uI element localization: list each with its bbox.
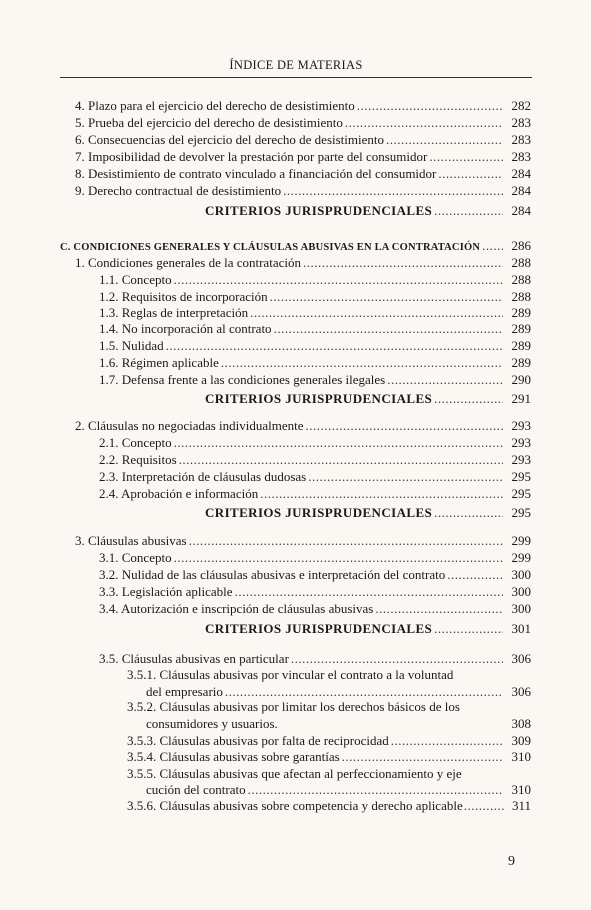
toc-entry-page: 306 <box>511 651 531 666</box>
toc-entry-label: C. CONDICIONES GENERALES Y CLÁUSULAS ABUSIVAS EN LA CONTRATACIÓN <box>60 242 481 253</box>
toc-entry-continuation: cución del contrato <box>146 782 246 797</box>
toc-entry-page: 289 <box>511 321 531 336</box>
toc-entry-page: 284 <box>511 166 531 181</box>
toc-entry <box>127 798 531 814</box>
toc-entry-label: 3.4. Autorización e inscripción de cláusulas abusivas <box>99 601 374 616</box>
toc-entry <box>75 255 531 271</box>
toc-entry-page: 295 <box>511 469 531 484</box>
toc-entry-label: 3.5. Cláusulas abusivas en particular <box>99 651 289 666</box>
toc-entry <box>99 452 531 468</box>
toc-entry-page: 301 <box>511 621 531 636</box>
toc-entry <box>146 684 531 700</box>
leader-dots <box>274 321 503 337</box>
toc-entry-page: 295 <box>511 505 531 520</box>
criteria-heading <box>205 203 531 219</box>
toc-entry-page: 311 <box>511 798 531 813</box>
toc-entry-page: 309 <box>511 733 531 748</box>
leader-dots <box>225 684 503 700</box>
leader-dots <box>174 435 503 451</box>
leader-dots <box>308 469 503 485</box>
toc-entry <box>127 749 531 765</box>
toc-entry-page: 284 <box>511 183 531 198</box>
toc-entry <box>99 651 531 667</box>
toc-entry-label: CRITERIOS JURISPRUDENCIALES <box>205 203 433 218</box>
leader-dots <box>464 798 504 814</box>
toc-entry <box>75 166 531 182</box>
toc-entry-label: 3.5.1. Cláusulas abusivas por vincular el contrato a la voluntad <box>127 667 454 682</box>
toc-entry-page: 289 <box>511 305 531 320</box>
leader-dots <box>447 567 503 583</box>
leader-dots <box>303 255 503 271</box>
toc-entry-page: 310 <box>511 782 531 797</box>
toc-entry-label: CRITERIOS JURISPRUDENCIALES <box>205 505 433 520</box>
toc-entry <box>99 289 531 305</box>
toc-entry <box>75 149 531 165</box>
leader-dots <box>270 289 503 305</box>
running-header: ÍNDICE DE MATERIAS <box>229 58 363 72</box>
leader-dots <box>342 749 503 765</box>
toc-entry <box>99 321 531 337</box>
toc-entry-page: 283 <box>511 132 531 147</box>
toc-entry <box>75 183 531 199</box>
leader-dots <box>166 338 503 354</box>
toc-entry <box>146 716 531 732</box>
toc-entry-label: 2. Cláusulas no negociadas individualmente <box>75 418 304 433</box>
toc-entry <box>127 733 531 749</box>
toc-entry <box>99 601 531 617</box>
toc-entry-page: 286 <box>511 238 531 253</box>
leader-dots <box>260 486 503 502</box>
toc-entry-label: 7. Imposibilidad de devolver la prestación por parte del consumidor <box>75 149 428 164</box>
toc-entry <box>99 584 531 600</box>
toc-entry <box>99 355 531 371</box>
toc-entry-page: 289 <box>511 338 531 353</box>
leader-dots <box>375 601 503 617</box>
leader-dots <box>387 372 503 388</box>
section-heading <box>60 238 531 256</box>
toc-entry-label: 8. Desistimiento de contrato vinculado a financiación del consumidor <box>75 166 437 181</box>
criteria-heading <box>205 391 531 407</box>
toc-entry-label: 5. Prueba del ejercicio del derecho de desistimiento <box>75 115 343 130</box>
toc-entry-label: 3.2. Nulidad de las cláusulas abusivas e interpretación del contrato <box>99 567 446 582</box>
toc-entry-page: 290 <box>511 372 531 387</box>
toc-entry <box>75 132 531 148</box>
toc-entry-page: 283 <box>511 149 531 164</box>
toc-entry-label: 2.4. Aprobación e información <box>99 486 259 501</box>
leader-dots <box>283 183 503 199</box>
toc-entry-page: 300 <box>511 601 531 616</box>
criteria-heading <box>205 621 531 637</box>
toc-entry-label: 1. Condiciones generales de la contratación <box>75 255 301 270</box>
toc-entry-label: 3.3. Legislación aplicable <box>99 584 233 599</box>
toc-entry-label: 2.2. Requisitos <box>99 452 177 467</box>
toc-entry <box>75 115 531 131</box>
leader-dots <box>179 452 503 468</box>
toc-entry-page: 283 <box>511 115 531 130</box>
toc-entry-page: 289 <box>511 355 531 370</box>
leader-dots <box>250 305 503 321</box>
leader-dots <box>482 238 503 254</box>
toc-entry-page: 308 <box>511 716 531 731</box>
toc-entry-label: 1.2. Requisitos de incorporación <box>99 289 268 304</box>
leader-dots <box>434 203 503 219</box>
toc-entry-label: 3.5.2. Cláusulas abusivas por limitar los derechos básicos de los <box>127 699 460 714</box>
leader-dots <box>174 272 503 288</box>
toc-entry-page: 300 <box>511 584 531 599</box>
toc-entry <box>99 372 531 388</box>
leader-dots <box>235 584 503 600</box>
toc-entry-page: 288 <box>511 255 531 270</box>
toc-entry-page: 300 <box>511 567 531 582</box>
toc-entry-page: 306 <box>511 684 531 699</box>
toc-entry-page: 293 <box>511 435 531 450</box>
toc-entry <box>99 469 531 485</box>
toc-entry-page: 284 <box>511 203 531 218</box>
toc-entry <box>75 533 531 549</box>
toc-entry-label: 1.4. No incorporación al contrato <box>99 321 272 336</box>
toc-entry-label: 3.5.6. Cláusulas abusivas sobre competencia y derecho aplicable <box>127 798 463 813</box>
toc-entry-label: 3.5.4. Cláusulas abusivas sobre garantías <box>127 749 340 764</box>
leader-dots <box>189 533 503 549</box>
header-rule <box>60 77 532 78</box>
toc-entry-continuation: del empresario <box>146 684 223 699</box>
toc-entry-page: 291 <box>511 391 531 406</box>
leader-dots <box>391 733 503 749</box>
leader-dots <box>434 621 503 637</box>
toc-entry <box>99 338 531 354</box>
leader-dots <box>357 98 503 114</box>
toc-entry-page: 282 <box>511 98 531 113</box>
toc-entry-label: 1.5. Nulidad <box>99 338 164 353</box>
toc-entry-label: 3. Cláusulas abusivas <box>75 533 187 548</box>
leader-dots <box>291 651 503 667</box>
toc-entry <box>99 486 531 502</box>
toc-entry-label: 3.5.3. Cláusulas abusivas por falta de reciprocidad <box>127 733 389 748</box>
toc-entry-page: 299 <box>511 533 531 548</box>
criteria-heading <box>205 505 531 521</box>
toc-entry-continuation: consumidores y usuarios. <box>146 716 278 731</box>
toc-entry-page: 293 <box>511 418 531 433</box>
toc-entry-label: 9. Derecho contractual de desistimiento <box>75 183 282 198</box>
leader-dots <box>434 505 503 521</box>
toc-entry-page: 299 <box>511 550 531 565</box>
leader-dots <box>174 550 503 566</box>
toc-entry <box>99 272 531 288</box>
toc-entry-label: 1.1. Concepto <box>99 272 172 287</box>
leader-dots <box>434 391 503 407</box>
toc-entry-label: 2.1. Concepto <box>99 435 172 450</box>
toc-entry <box>99 567 531 583</box>
toc-entry-page: 293 <box>511 452 531 467</box>
toc-entry-label: 1.6. Régimen aplicable <box>99 355 219 370</box>
toc-entry-page: 288 <box>511 289 531 304</box>
leader-dots <box>221 355 503 371</box>
toc-entry-label: 2.3. Interpretación de cláusulas dudosas <box>99 469 307 484</box>
toc-entry-page: 295 <box>511 486 531 501</box>
toc-entry-label: 3.1. Concepto <box>99 550 172 565</box>
leader-dots <box>386 132 503 148</box>
toc-entry <box>99 550 531 566</box>
leader-dots <box>438 166 503 182</box>
toc-entry-label: 3.5.5. Cláusulas abusivas que afectan al perfeccionamiento y eje <box>127 766 462 781</box>
toc-entry-label: 4. Plazo para el ejercicio del derecho de desistimiento <box>75 98 355 113</box>
toc-entry <box>146 782 531 798</box>
toc-entry-page: 288 <box>511 272 531 287</box>
toc-entry <box>99 435 531 451</box>
toc-entry-label: CRITERIOS JURISPRUDENCIALES <box>205 621 433 636</box>
toc-entry <box>75 98 531 114</box>
toc-entry-label: 6. Consecuencias del ejercicio del derecho de desistimiento <box>75 132 384 147</box>
toc-entry <box>99 305 531 321</box>
toc-entry-page: 310 <box>511 749 531 764</box>
toc-entry-label: CRITERIOS JURISPRUDENCIALES <box>205 391 433 406</box>
leader-dots <box>345 115 503 131</box>
page-number: 9 <box>508 854 515 869</box>
leader-dots <box>248 782 503 798</box>
toc-entry-label: 1.3. Reglas de interpretación <box>99 305 249 320</box>
leader-dots <box>306 418 503 434</box>
toc-entry-label: 1.7. Defensa frente a las condiciones generales ilegales <box>99 372 386 387</box>
toc-entry <box>75 418 531 434</box>
leader-dots <box>429 149 503 165</box>
